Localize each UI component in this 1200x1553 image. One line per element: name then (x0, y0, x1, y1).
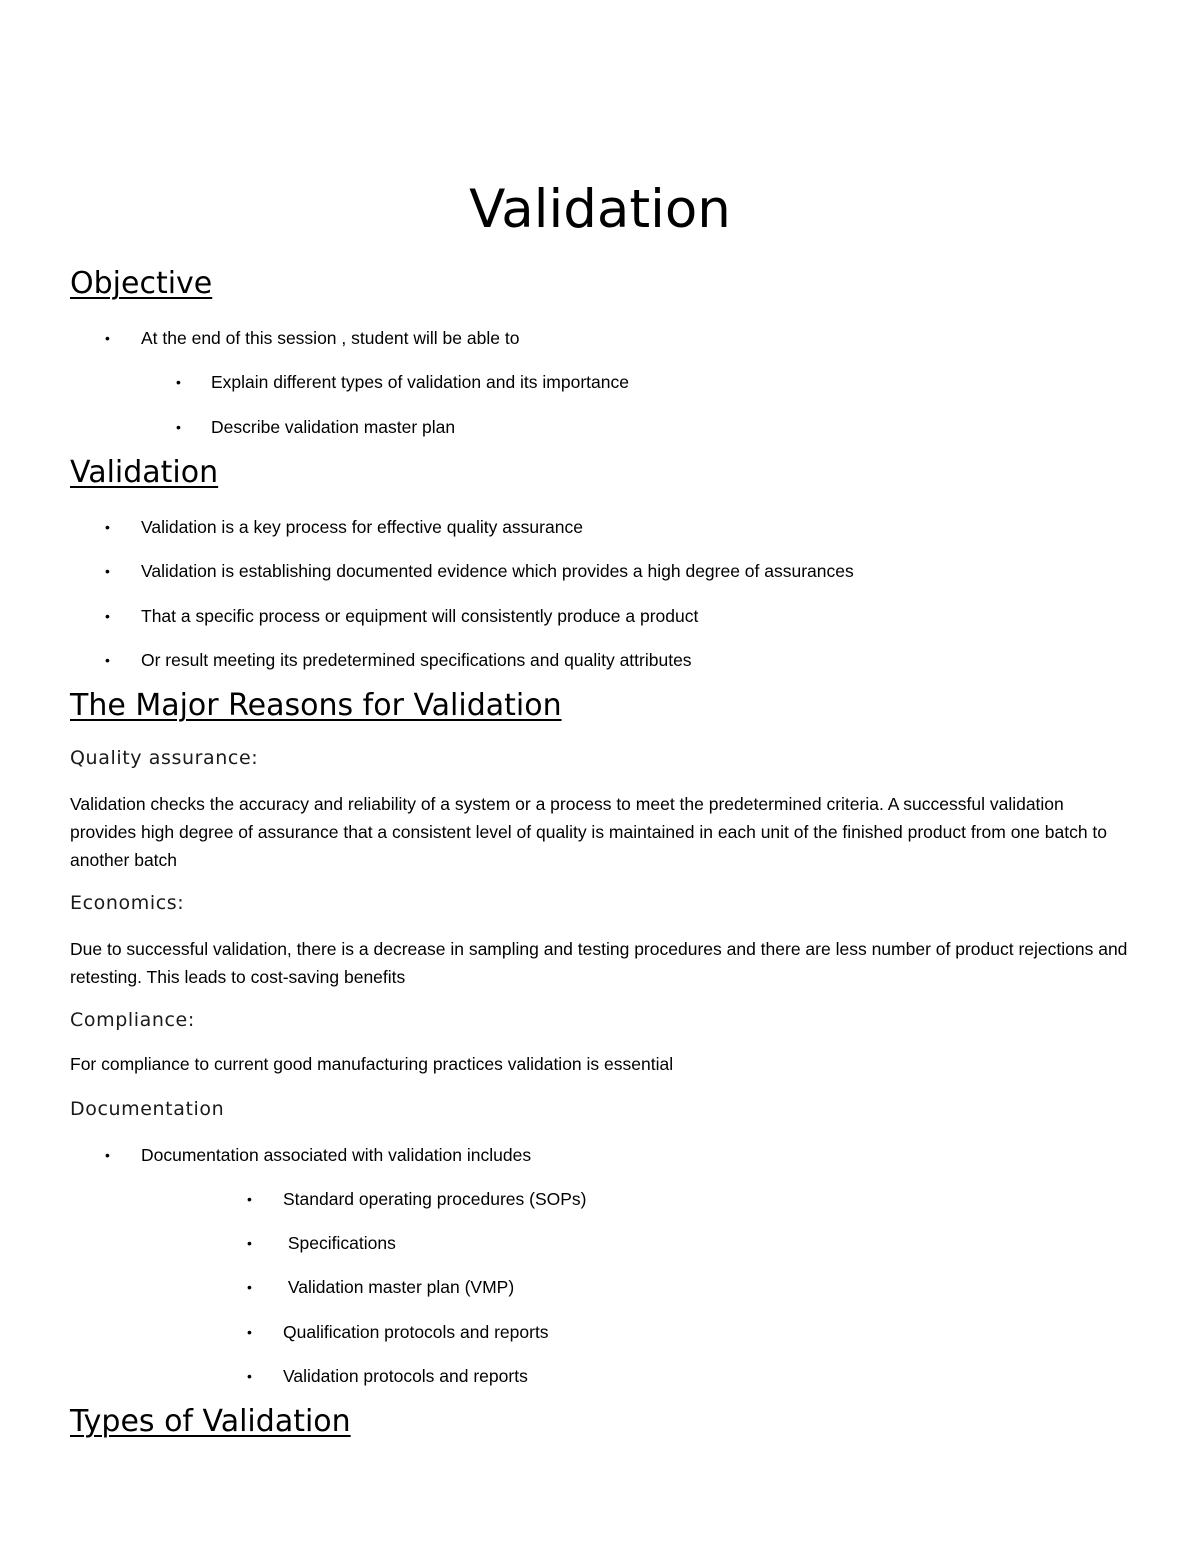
bullet-icon: • (176, 419, 181, 435)
compliance-paragraph: For compliance to current good manufacturing practices validation is essential (70, 1054, 674, 1074)
documentation-heading: Documentation (70, 1098, 225, 1120)
list-item: That a specific process or equipment will consistently produce a product (141, 606, 699, 626)
list-item: Standard operating procedures (SOPs) (283, 1189, 587, 1209)
reasons-heading: The Major Reasons for Validation (70, 688, 562, 723)
list-item: Or result meeting its predetermined specifications and quality attributes (141, 650, 692, 670)
bullet-icon: • (105, 330, 110, 346)
bullet-icon: • (105, 608, 110, 624)
bullet-icon: • (105, 519, 110, 535)
list-item: Validation protocols and reports (283, 1366, 528, 1386)
list-item: Documentation associated with validation includes (141, 1145, 532, 1165)
bullet-icon: • (247, 1279, 252, 1295)
bullet-icon: • (247, 1324, 252, 1340)
list-item: Specifications (283, 1233, 396, 1253)
bullet-icon: • (105, 563, 110, 579)
types-heading: Types of Validation (70, 1404, 351, 1439)
objective-heading: Objective (70, 266, 213, 301)
bullet-icon: • (105, 652, 110, 668)
list-item: At the end of this session , student will be able to (141, 328, 520, 348)
bullet-icon: • (247, 1235, 252, 1251)
bullet-icon: • (247, 1368, 252, 1384)
bullet-icon: • (247, 1191, 252, 1207)
list-item: Describe validation master plan (211, 417, 456, 437)
list-item: Validation is establishing documented evidence which provides a high degree of assurances (141, 561, 854, 581)
list-item: Validation is a key process for effective quality assurance (141, 517, 583, 537)
document-title: Validation (469, 179, 731, 240)
economics-heading: Economics: (70, 892, 185, 914)
economics-paragraph: Due to successful validation, there is a decrease in sampling and testing procedures and there are less number of product rejections and retesting. This leads to cost-saving benefits (70, 939, 1128, 987)
list-item: Qualification protocols and reports (283, 1322, 549, 1342)
compliance-heading: Compliance: (70, 1009, 195, 1031)
quality-assurance-heading: Quality assurance: (70, 747, 259, 769)
list-item: Explain different types of validation and its importance (211, 372, 629, 392)
quality-assurance-paragraph: Validation checks the accuracy and reliability of a system or a process to meet the predetermined criteria. A successful validation provides high degree of assurance that a consistent level of quality is maintained in each unit of the finished product from one batch to another batch (70, 794, 1108, 870)
validation-heading: Validation (70, 455, 219, 490)
list-item: Validation master plan (VMP) (283, 1277, 515, 1297)
bullet-icon: • (176, 374, 181, 390)
bullet-icon: • (105, 1147, 110, 1163)
